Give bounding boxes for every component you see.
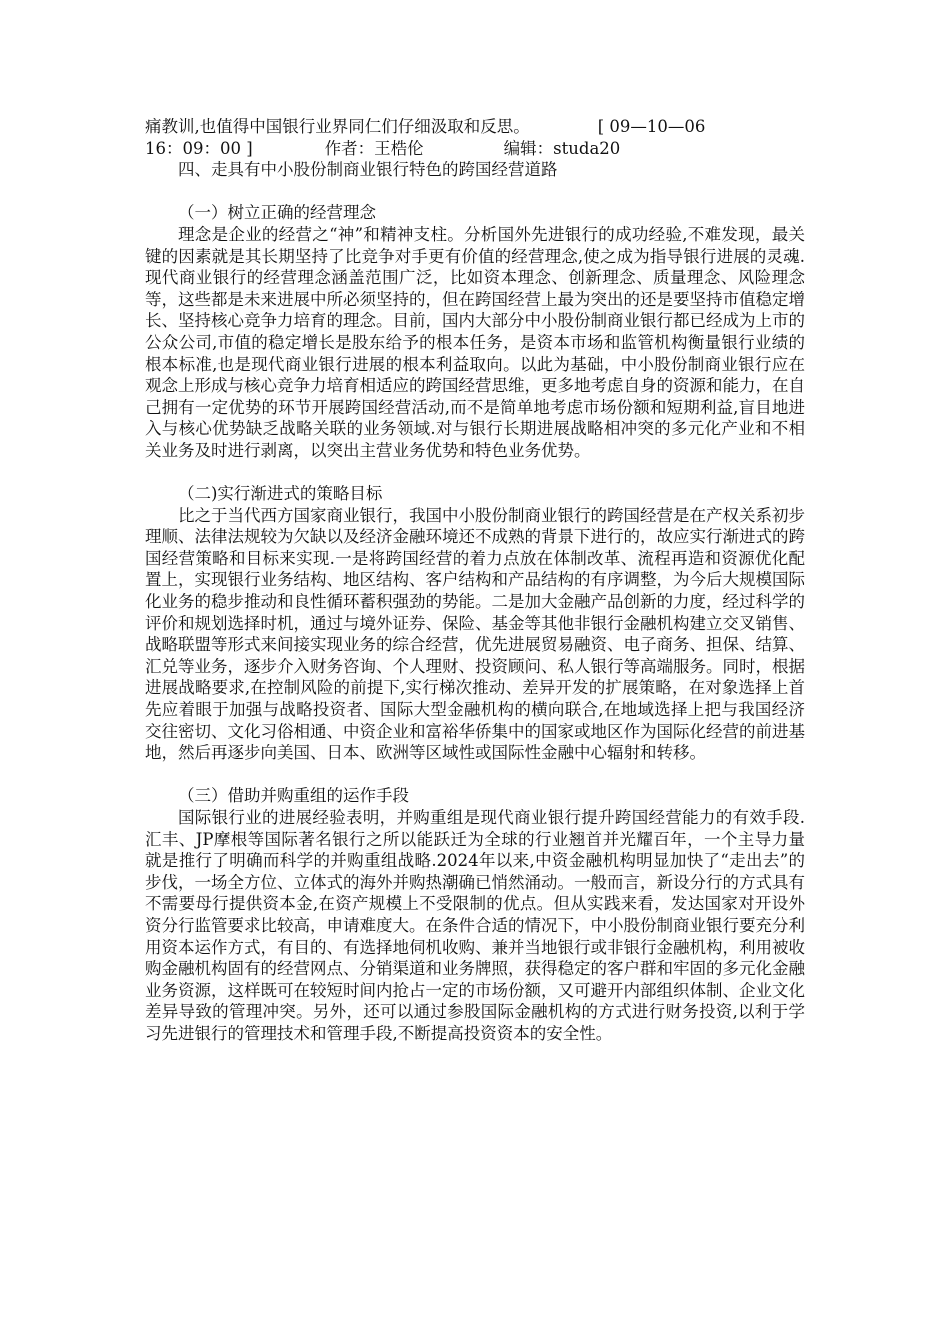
header-author: 作者：王梏伦 [324,138,424,158]
section-3-heading: （三）借助并购重组的运作手段 [178,786,409,806]
header-line-1 [145,116,805,138]
header-editor: 编辑：studa20 [503,138,621,158]
section-1-body: 理念是企业的经营之“神”和精神支柱。分析国外先进银行的成功经验,不难发现，最关键的因素就是其长期坚持了比竞争对手更有价值的经营理念,使之成为指导银行进展的灵魂.现代商业银行的经营理念涵盖范围广泛，比如资本理念、创新理念、质量理念、风险理念等，这些都是未来进展中所必须坚持的，但在跨国经营上最为突出的还是要坚持市值稳定增长、坚持核心竞争力培育的理念。目前，国内大部分中小股份制商业银行都已经成为上市的公众公司,市值的稳定增长是股东给予的根本任务，是资本市场和监管机构衡量银行业绩的根本标准,也是现代商业银行进展的根本利益取向。以此为基础，中小股份制商业银行应在观念上形成与核心竞争力培育相适应的跨国经营思维，更多地考虑自身的资源和能力，在自己拥有一定优势的环节开展跨国经营活动,而不是简单地考虑市场份额和短期利益,盲目地进入与核心优势缺乏战略关联的业务领域.对与银行长期进展战略相冲突的多元化产业和不相关业务及时进行剥离，以突出主营业务优势和特色业务优势。 [145,224,805,460]
header-text: 痛教训,也值得中国银行业界同仁们仔细汲取和反思。 [145,117,530,136]
document-page [145,116,805,1045]
section-2-heading: （二)实行渐进式的策略目标 [178,484,383,504]
header-time: 16：09：00 ] [145,138,253,158]
section-3-body: 国际银行业的进展经验表明，并购重组是现代商业银行提升跨国经营能力的有效手段.汇丰、JP摩根等国际著名银行之所以能跃迁为全球的行业翘首并光耀百年，一个主导力量就是推行了明确而科学的并购重组战略.2024年以来,中资金融机构明显加快了“走出去”的步伐，一场全方位、立体式的海外并购热潮确已悄然涌动。一般而言，新设分行的方式具有不需要母行提供资本金,在资产规模上不受限制的优点。但从实践来看，发达国家对开设外资分行监管要求比较高，申请难度大。在条件合适的情况下，中小股份制商业银行要充分利用资本运作方式，有目的、有选择地伺机收购、兼并当地银行或非银行金融机构，利用被收购金融机构固有的经营网点、分销渠道和业务牌照，获得稳定的客户群和牢固的多元化金融业务资源，这样既可在较短时间内抢占一定的市场份额，又可避开内部组织体制、企业文化差异导致的管理冲突。另外，还可以通过参股国际金融机构的方式进行财务投资,以利于学习先进银行的管理技术和管理手段,不断提高投资资本的安全性。 [145,808,805,1043]
header-line-2 [145,138,805,160]
section-1-heading: （一）树立正确的经营理念 [178,203,376,223]
section-title: 四、走具有中小股份制商业银行特色的跨国经营道路 [178,160,558,180]
section-2-body: 比之于当代西方国家商业银行，我国中小股份制商业银行的跨国经营是在产权关系初步理顺、法律法规较为欠缺以及经济金融环境还不成熟的背景下进行的，故应实行渐进式的跨国经营策略和目标来实现.一是将跨国经营的着力点放在体制改革、流程再造和资源优化配置上，实现银行业务结构、地区结构、客户结构和产品结构的有序调整，为今后大规模国际化业务的稳步推动和良性循环蓄积强劲的势能。二是加大金融产品创新的力度，经过科学的评价和规划选择时机，通过与境外证券、保险、基金等其他非银行金融机构建立交叉销售、战略联盟等形式来间接实现业务的综合经营，优先进展贸易融资、电子商务、担保、结算、汇兑等业务，逐步介入财务咨询、个人理财、投资顾问、私人银行等高端服务。同时，根据进展战略要求,在控制风险的前提下,实行梯次推动、差异开发的扩展策略，在对象选择上首先应着眼于加强与战略投资者、国际大型金融机构的横向联合,在地域选择上把与我国经济交往密切、文化习俗相通、中资企业和富裕华侨集中的国家或地区作为国际化经营的前进基地，然后再逐步向美国、日本、欧洲等区域性或国际性金融中心辐射和转移。 [145,505,805,763]
header-date: [ 09—10—06 [597,117,706,136]
